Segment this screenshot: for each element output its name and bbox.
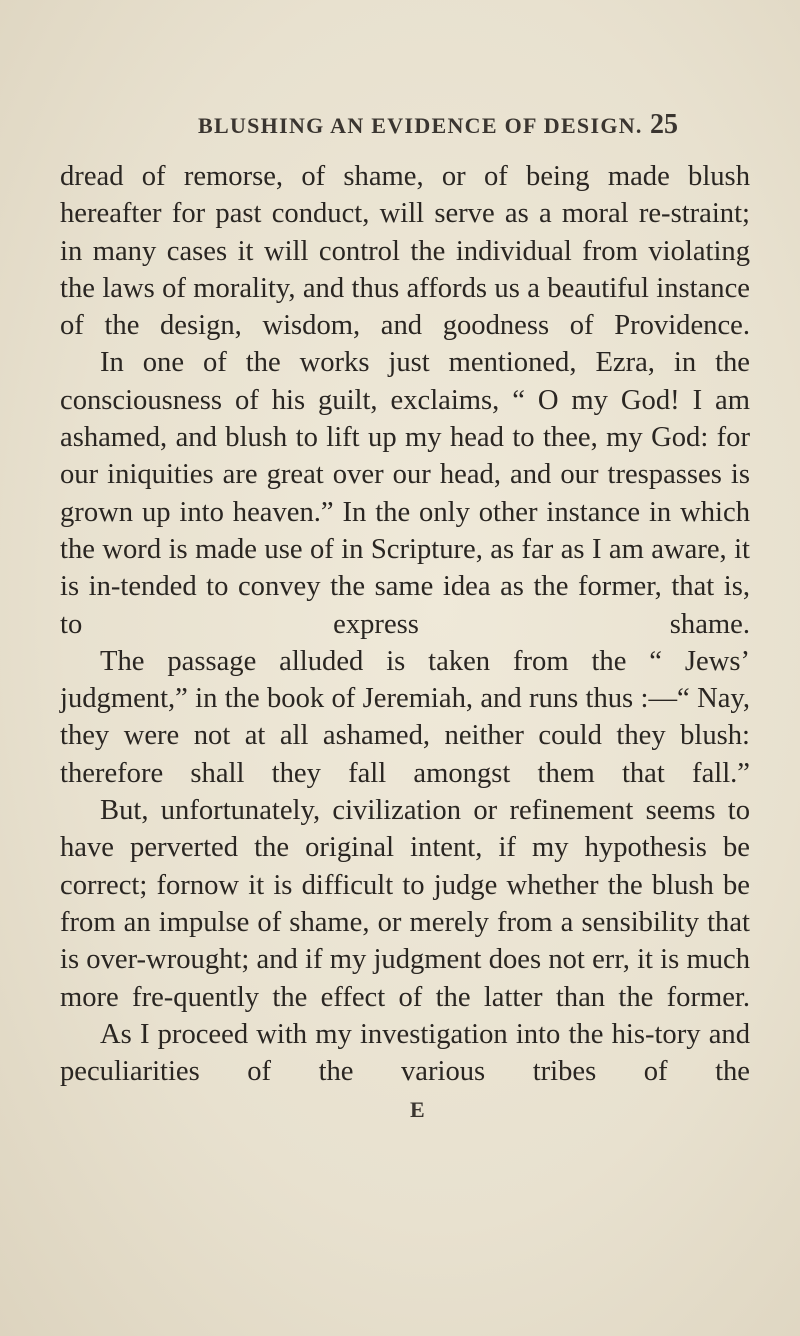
paragraph-4: But, unfortunately, civilization or refinement seems to have perverted the original intent, if my hypothesis be correct; fornow it is difficult to judge whether the blush be from an impulse of shame, or merely from a sensibility that is over-wrought; and if my judgment does not err, it is much more fre-quently the effect of the latter than the former. [60, 795, 750, 1013]
body-text [60, 158, 750, 1090]
running-head [0, 109, 800, 143]
running-title: BLUSHING AN EVIDENCE OF DESIGN. [198, 113, 643, 138]
paragraph-1: dread of remorse, of shame, or of being made blush hereafter for past conduct, will serve as a moral re-straint; in many cases it will control the individual from violating the laws of morality, and thus affords us a beautiful instance of the design, wisdom, and goodness of Providence. [60, 161, 750, 342]
page-number: 25 [650, 109, 678, 140]
signature-mark: E [410, 1097, 425, 1122]
paragraph-5: As I proceed with my investigation into the his-tory and peculiarities of the various tribes of the [60, 1018, 750, 1088]
paragraph-3: The passage alluded is taken from the “ Jews’ judgment,” in the book of Jeremiah, and runs thus :—“ Nay, they were not at all ashamed, neither could they blush: therefore shall they fall amongst them that fall.” [60, 645, 750, 789]
paragraph-2: In one of the works just mentioned, Ezra, in the consciousness of his guilt, exclaims, “ O my God! I am ashamed, and blush to lift up my head to thee, my God: for our iniquities are great over our head, and our trespasses is grown up into heaven.” In the only other instance in which the word is made use of in Scripture, as far as I am aware, it is in-tended to convey the same idea as the former, that is, to express shame. [60, 347, 750, 640]
